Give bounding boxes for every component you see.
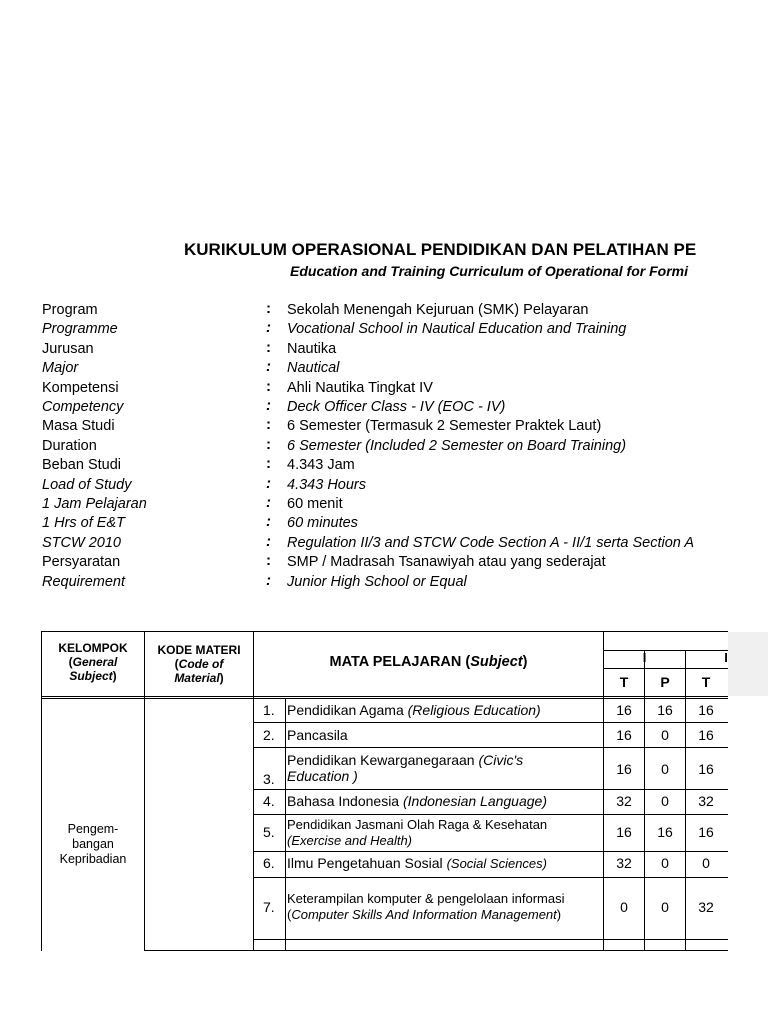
hours-t1: 16 — [616, 761, 632, 777]
hours-t1: 0 — [620, 899, 628, 915]
hours-p1: 0 — [661, 727, 669, 743]
info-value: 6 Semester (Included 2 Semester on Board Training) — [287, 437, 627, 454]
info-row-duration — [0, 435, 728, 457]
header-mata-pelajaran — [254, 655, 603, 669]
header-kelompok-general: General — [72, 655, 118, 669]
info-row-jurusan — [0, 338, 728, 360]
info-colon: : — [266, 532, 271, 550]
info-value: 4.343 Jam — [287, 457, 355, 474]
header-kelompok-open: ( — [68, 655, 73, 669]
subject-name — [287, 855, 547, 871]
info-colon: : — [266, 552, 271, 570]
info-row-masa-studi — [0, 418, 728, 437]
info-label: 1 Hrs of E&T — [42, 515, 125, 532]
info-row-beban-studi — [0, 457, 728, 476]
hours-t2: 0 — [702, 855, 710, 871]
info-row-hrs-et — [0, 515, 728, 534]
group-label-line: bangan — [72, 837, 114, 851]
subheader-divider — [603, 668, 728, 669]
row-line — [253, 877, 728, 878]
info-value: Ahli Nautika Tingkat IV — [287, 379, 433, 396]
semester-label — [686, 651, 728, 665]
group-label-line: Pengem- — [67, 822, 119, 836]
header-kode-material: Material — [174, 671, 220, 685]
subject-name-id: Pancasila — [287, 727, 348, 743]
page-title: KURIKULUM OPERASIONAL PENDIDIKAN DAN PELATIHAN PE — [184, 240, 697, 259]
info-label: Load of Study — [42, 476, 132, 493]
info-row-programme — [0, 321, 728, 340]
hours-t1: 16 — [616, 702, 632, 718]
info-label: STCW 2010 — [42, 534, 121, 551]
header-mata-close: ) — [522, 654, 528, 670]
header-mata-label: MATA PELAJARAN ( — [329, 654, 471, 670]
header-kelompok — [42, 641, 144, 683]
header-kode-open: ( — [174, 657, 179, 671]
sub-header-text: T — [701, 674, 711, 690]
info-row-load-of-study — [0, 474, 728, 496]
info-label: 1 Jam Pelajaran — [42, 496, 147, 512]
info-colon: : — [266, 397, 271, 414]
row-line — [253, 939, 728, 940]
info-label: Masa Studi — [42, 418, 115, 435]
info-label: Programme — [42, 321, 118, 338]
group-label — [42, 822, 144, 867]
hours-t2: 32 — [698, 899, 714, 915]
info-colon: : — [266, 474, 271, 492]
hours-p1: 16 — [657, 702, 673, 718]
hours-p1: 0 — [661, 899, 669, 915]
info-row-persyaratan — [0, 554, 728, 573]
info-value: 60 minutes — [287, 515, 358, 532]
subject-name-open: ( — [287, 907, 292, 922]
col-divider-mata — [253, 631, 254, 951]
hours-t1: 32 — [616, 855, 632, 871]
info-colon: : — [266, 358, 271, 376]
header-kelompok-subject: Subject — [69, 669, 113, 683]
table-bottom-line — [144, 950, 728, 951]
info-label: Kompetensi — [42, 379, 119, 396]
info-colon: : — [266, 416, 271, 434]
row-line — [253, 814, 728, 815]
info-value: Sekolah Menengah Kejuruan (SMK) Pelayaran — [287, 302, 589, 318]
info-value: Regulation II/3 and STCW Code Section A - II/1 serta Section A — [287, 534, 695, 551]
hours-t1: 32 — [616, 793, 632, 809]
info-row-program — [0, 302, 728, 321]
info-value: Nautika — [287, 340, 337, 357]
semester-label-text: I — [642, 650, 647, 665]
header-kelompok-label: KELOMPOK — [58, 641, 128, 655]
row-line — [253, 851, 728, 852]
hours-p1: 0 — [661, 855, 669, 871]
semester-label-text: I — [724, 650, 728, 665]
info-colon: : — [266, 571, 271, 589]
row-line — [253, 722, 728, 723]
sub-header-text: P — [660, 674, 670, 690]
hours-t2: 16 — [698, 727, 714, 743]
info-row-stcw — [0, 532, 728, 554]
info-row-jam-pelajaran — [0, 496, 728, 515]
cropped-edge-strip — [728, 632, 768, 696]
sub-header-t — [686, 675, 726, 689]
info-label: Duration — [42, 437, 97, 454]
subject-name — [287, 793, 547, 809]
group-label-line: Kepribadian — [59, 852, 127, 866]
subject-name-en: (Religious Education) — [407, 702, 541, 718]
subject-name-id: Pendidikan Kewarganegaraan — [287, 752, 479, 768]
hours-t2: 16 — [698, 702, 714, 718]
subject-name — [287, 727, 348, 743]
hours-t1: 16 — [616, 727, 632, 743]
subject-name-en: Computer Skills And Information Management — [291, 907, 557, 922]
subject-name — [287, 891, 565, 923]
info-colon: : — [266, 300, 271, 317]
hours-t2: 16 — [698, 761, 714, 777]
row-number: 6. — [263, 855, 275, 871]
semester-label — [604, 651, 685, 665]
info-label: Requirement — [42, 573, 126, 590]
subject-name-en: (Social Sciences) — [446, 856, 547, 871]
subject-name-id: Pendidikan Agama — [287, 702, 408, 718]
sub-header-text: T — [619, 674, 629, 690]
info-label: Jurusan — [42, 340, 94, 357]
header-kode-code-of: Code of — [178, 657, 224, 671]
sub-header-t — [604, 675, 644, 689]
page-subtitle: Education and Training Curriculum of Operational for Formi — [290, 263, 688, 279]
row-number: 4. — [263, 793, 275, 809]
header-kode-label: KODE MATERI — [157, 643, 241, 657]
info-label: Major — [42, 360, 79, 377]
info-value: 6 Semester (Termasuk 2 Semester Praktek Laut) — [287, 418, 602, 435]
row-line — [253, 747, 728, 748]
info-row-major — [0, 360, 728, 379]
subject-name-close: ) — [556, 907, 562, 922]
row-number: 2. — [263, 727, 275, 743]
subject-name — [287, 702, 541, 718]
hours-p1: 0 — [661, 793, 669, 809]
subject-name-id: Keterampilan komputer & pengelolaan informasi — [287, 891, 565, 906]
subject-name — [287, 752, 523, 784]
info-colon: : — [266, 377, 271, 395]
info-row-kompetensi — [0, 377, 728, 399]
info-value: Vocational School in Nautical Education and Training — [287, 321, 627, 338]
subject-name-id: Pendidikan Jasmani Olah Raga & Kesehatan — [287, 817, 548, 832]
info-colon: : — [266, 513, 271, 531]
hours-t2: 32 — [698, 793, 714, 809]
info-value: 4.343 Hours — [287, 476, 366, 493]
subject-name-en: (Indonesian Language) — [402, 793, 547, 809]
info-label: Persyaratan — [42, 554, 121, 571]
info-row-competency — [0, 399, 728, 418]
row-number: 7. — [263, 899, 275, 915]
subject-name-en: (Civic's — [478, 752, 524, 768]
hours-p1: 0 — [661, 761, 669, 777]
header-kelompok-close: ) — [112, 669, 117, 683]
info-label: Competency — [42, 399, 124, 415]
header-kode-close: ) — [219, 671, 224, 685]
row-number: 5. — [263, 824, 275, 840]
sub-header-p — [645, 675, 685, 689]
info-label: Program — [42, 302, 98, 318]
subject-name-id: Ilmu Pengetahuan Sosial — [287, 855, 447, 871]
info-colon: : — [266, 338, 271, 356]
header-kode-materi — [145, 643, 253, 685]
row-number: 3. — [263, 771, 275, 787]
info-colon: : — [266, 494, 271, 511]
header-mata-subject: Subject — [470, 654, 523, 670]
info-colon: : — [266, 319, 271, 337]
info-value: Junior High School or Equal — [287, 573, 467, 590]
subject-name — [287, 817, 547, 849]
col-divider-no — [285, 698, 286, 950]
row-number: 1. — [263, 702, 275, 718]
hours-t1: 16 — [616, 824, 632, 840]
info-label: Beban Studi — [42, 457, 122, 474]
info-colon: : — [266, 435, 271, 453]
row-line — [253, 789, 728, 790]
info-value: 60 menit — [287, 496, 343, 512]
info-value: SMP / Madrasah Tsanawiyah atau yang sederajat — [287, 554, 606, 571]
info-colon: : — [266, 455, 271, 473]
info-value: Deck Officer Class - IV (EOC - IV) — [287, 399, 506, 415]
info-row-requirement — [0, 571, 728, 593]
subject-name-id: Bahasa Indonesia — [287, 793, 403, 809]
info-value: Nautical — [287, 360, 340, 377]
hours-t2: 16 — [698, 824, 714, 840]
subject-name-en: (Exercise and Health) — [287, 833, 412, 848]
hours-p1: 16 — [657, 824, 673, 840]
subject-name-en-2: Education ) — [287, 768, 358, 784]
